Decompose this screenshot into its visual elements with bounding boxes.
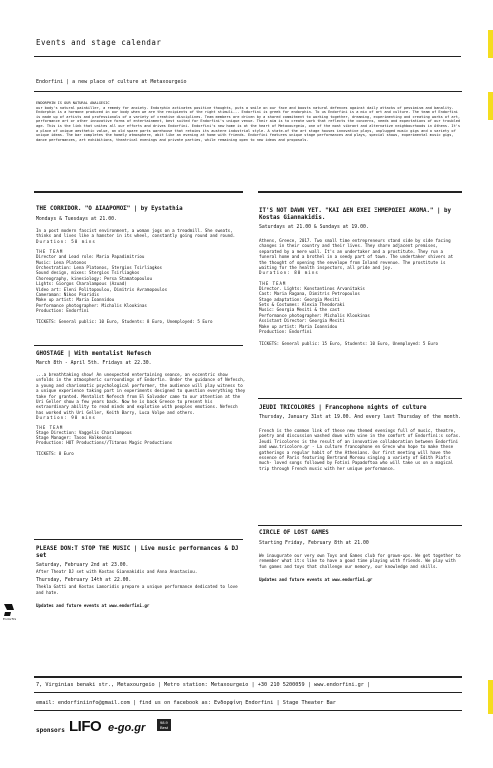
left-column-top-rule [34,191,243,193]
credits-ghostage [36,430,246,446]
credit-line: Lights: Giorgos Charalampous (Azuad) [36,281,127,287]
left-column [36,206,246,324]
event-date-jeudi: Thursday, January 31st at 19.00. And every last Thursday of the month. [259,415,462,420]
sponsors-label: sponsors [36,727,65,734]
credit-line: Cast: Maria Ragana, Dimitris Petropoulos [259,291,360,297]
event-desc-corridor: In a post modern fascist environment, a woman jogs on a treadmill. She sweats, thinks and lives like a hamster in its wheel, constantly going round and round. [36,228,236,239]
credit-line: Sets & Costumes: Alexia Theodoraki [259,302,345,308]
event-desc-dawn: Athens, Greece, 2017. Two small time entrepreneurs stand side by side facing changes in their country and their lives. They share adjacent premises, separated by a mere wall. It's an undertaker and a prostitute. They run a funeral home and a brothel in a seedy part of town. The undertaker shivers at the thought of opening the envelope from Inland revenue. The prostitute is waiting for the health inspectors, all pride and joy. [259,238,454,271]
footer-accent-bar [488,680,493,714]
event-desc-music-1: After Theatr DJ set with Kostas Giannakidis and Anna Anastasiou. [36,569,198,574]
credits-corridor [36,254,246,313]
header-accent-bar [488,30,493,58]
credits-dawn [259,286,462,335]
credit-line: Stage Direction: Vaggelis Charalampous [36,429,132,435]
event-date-games: Starting Friday, February 8th at 21.00 [259,541,369,546]
credit-line: Choreography, kinesiology: Persa Stamatopoulou [36,275,152,281]
credit-line: Assistant Director: Georgia Mesiti [259,318,345,324]
credit-line: Stage Manager: Tasos Halkeonis [36,435,112,441]
page-title: Events and stage calendar [36,38,162,47]
credit-line: Orchestration: Lena Platonos, Stergios Tsirliagkos [36,265,163,271]
ego-logo[interactable]: e-go.gr [108,722,146,734]
credit-line: Sound design, mixes: Stergios Tsirliagkos [36,270,140,276]
right-column-jeudi [259,405,462,471]
side-logo-text: Endorfini [3,617,16,621]
event-duration-corridor: Duration: 50 mins [36,238,96,244]
credit-line: Stage adaptation: Georgia Mesiti [259,296,340,302]
right-column [259,208,462,346]
footer-top-rule [34,676,462,678]
lifo-logo[interactable]: LIFO [69,718,102,735]
right-column-games [259,530,462,583]
event-date-dawn: Saturdays at 21.00 & Sundays at 19.00. [259,225,369,230]
left-divider-2 [34,539,243,540]
intro-heading: ENDORPHIN IS OUR NATURAL ANALGESIC [36,101,110,105]
radio-logo-line1: 98.9 [160,720,168,725]
footer-address: 7, Virginias benaki str., Metaxourgeio | Metro station: Metaxourgeio | +30 210 5200059 | www.endorfini.gr | [36,682,371,688]
credit-line: Video art: Eleni Politopoulou, Dimitris Avramopoulos [36,286,168,292]
updates-link-right[interactable]: Updates and future events at www.endorfini.gr [259,577,373,583]
radio-logo-line2: Best [160,725,169,730]
event-title-music: PLEASE DON:T STOP THE MUSIC | Live music performances & DJ set [36,546,239,559]
credit-line: Performance photographer: Michalis Klookinas [259,312,370,318]
tickets-corridor: TICKETS: General public: 10 Euro, Students: 8 Euro, Unemployed: 5 Euro [36,318,213,324]
event-title-dawn: IT'S NOT DAWN YET. "ΚΑΙ ΔΕΝ ΕΧΕΙ ΞΗΜΕΡΩΣΕΙ ΑΚΟΜΑ." | by Kostas Giannakidis. [259,208,451,221]
event-duration-ghostage: Duration: 90 mins [36,415,96,421]
credit-line: Production: HOT Productions//Titanas Magic Productions [36,440,173,446]
sponsors-row [36,716,236,738]
footer-mid-rule [34,692,462,693]
event-desc-games: We inaugurate our very own Toys and Games club for grown-ups. We get together to remember what it:s like to have a good time playing with friends. We play with fun games and toys that challenge our memory, our knowledge and skills. [259,553,461,569]
credit-line: Music: Lena Platonos [36,259,87,265]
event-title-ghostage: GHOSTAGE | With mentalist Nefesch [36,351,152,357]
title-divider [34,56,461,57]
credit-line: Director. Lights: Konstantinos Arvanitakis [259,285,365,291]
credit-line: Make up artist: Maria Ioannidou [259,323,338,329]
event-desc-jeudi: French is the common link of these new themed evenings full of music, theatre, poetry and discussion washed down with wine in the comfort of Endorfini:s sofas. Jeudi Tricolores is the result of an innovative collaboration between Endorfini and www.tricolore.gr - La culture francophone en Grece who hope to make these gatherings a regular habit of the Athenians. Our first meeting will have the essence of Paris featuring Bertrand Moreau singing a variety of Edith Piaf:s much- loved songs followed by Fotini Papadoftoa who will take us on a magical trip through French music with her unique performance. [259,428,461,471]
endorfini-side-logo [2,603,16,625]
team-label-corridor: THE TEAM [36,249,64,255]
credit-line: Production: Endorfini [259,329,312,335]
left-column-music [36,546,246,609]
intro-block [36,101,461,142]
radio-logo[interactable] [157,719,171,731]
credit-line: Make up artist: Maria Ioannidou [36,297,115,303]
event-duration-dawn: Duration: 80 mins [259,270,319,276]
credit-line: Production: Endorfini [36,308,89,314]
credit-line: Director and Lead role: Maria Papadimitriou [36,254,145,260]
page-subtitle: Endorfini | a new place of culture at Metaxourgeio [36,79,187,85]
subtitle-divider [34,91,462,92]
team-label-dawn: THE TEAM [259,280,287,286]
endorfini-logo-icon [2,603,16,625]
event-desc-ghostage: ...a breathtaking show! An unexpected entertaining seance, an eccentric show unfolds in the atmospheric surroundings of Endorfin. Under the guidance of Nefesch, a young and charismatic psychological performer, the audience will play witness to a unique experience taking part in experiments designed to question everything they take for granted. Mentalist Nefesch from El Salvador came to our attention at the Uri Geller show a few years back. Now he is back Greece to present his extraordinary ability to read minds and explotise with peoples emotions. Nefesch has worked with Uri Geller, Keith Barry, Luca Volpe and others. [36,372,246,415]
footer-contact: email: endorfiniinfo@gmail.com | find us on facebook as: Ενδορφίνη Endorfini | Stage Theater Bar [36,700,336,706]
credit-line: Performance photographer: Michalis Klookinas [36,302,147,308]
right-divider-2 [258,525,462,526]
subtitle-accent-bar [488,92,493,120]
intro-text: our body's natural painkiller, a remedy for anxiety. Endorphin activates positive thoughts, puts a smile on our face and boosts natural defences against daily attacks of pessimism and banality. Endorphin is a hormone produced in our body when we are the recipients of the right stimuli... Endorfini is greek for endorphin. To us Endorfini is a mix of art and culture. The team of Endorfini is made up of artists and professionals of a variety of creative disciplines. Team members are driven by a shared commitment to working together, dreaming, experimenting and creating works of art, performance art or other innovative forms of entertainment, best suited for Endorfini's unique venue. Their aim is to create work that reflects the concerns, needs and expectations of our troubled age. This is the link that unites all our efforts and drives Endorfini. Endorfini's new home is at the heart of Metaxourgeio, one of the most vibrant and alternative neighbourhoods in Athens. It's a place of unique aesthetic value, an old spare parts warehouse that retains its austere industrial style. A state-of the art stage houses innovative plays, unplugged music gigs and a variety of unique ideas. The bar completes the homely atmosphere, abit like an evening at home with friends. Endorfini features unique stage performances and plays, special shows, experimental music gigs, dance performances, art exhibitions, theatrical evenings and private parties, while remaining open to new ideas and proposals. [36,105,461,142]
event-title-games: CIRCLE OF LOST GAMES [259,530,329,536]
event-title-corridor: THE CORRIDOR. "O ΔΙΑΔΡΟΜΟΣ" | by Eystathia [36,206,183,212]
team-label-ghostage: THE TEAM [36,424,64,430]
event-date-ghostage: March 8th - April 5th. Fridays at 22.30. [36,361,152,366]
left-divider-1 [34,345,243,346]
credit-line: Music: Georgia Mesiti & the cast [259,307,340,313]
left-column-ghostage [36,351,246,456]
footer-bottom-rule [34,710,462,711]
event-date-music-1: Saturday, February 2nd at 23.00. [36,563,129,568]
event-title-jeudi: JEUDI TRICOLORES | Francophone nights of culture [259,405,427,411]
event-desc-music-2: Thekla Gatti and Kostas Lamoridis prepare a unique performance dedicated to love and hate. [36,584,238,595]
right-divider-1 [258,398,462,399]
event-date-music-2: Thursday, February 14th at 22.00. [36,578,132,584]
updates-link-left[interactable]: Updates and future events at www.endorfini.gr [36,603,150,609]
credit-line: Cameraman: Nikos Psaridis [36,292,100,298]
tickets-dawn: TICKETS: General public: 15 Euro, Students: 10 Euro, Unemployed: 5 Euro [259,340,438,346]
right-column-top-rule [258,191,462,193]
tickets-ghostage: TICKETS: 8 Euro [36,450,74,456]
event-date-corridor: Mondays & Tuesdays at 21.00. [36,217,117,222]
